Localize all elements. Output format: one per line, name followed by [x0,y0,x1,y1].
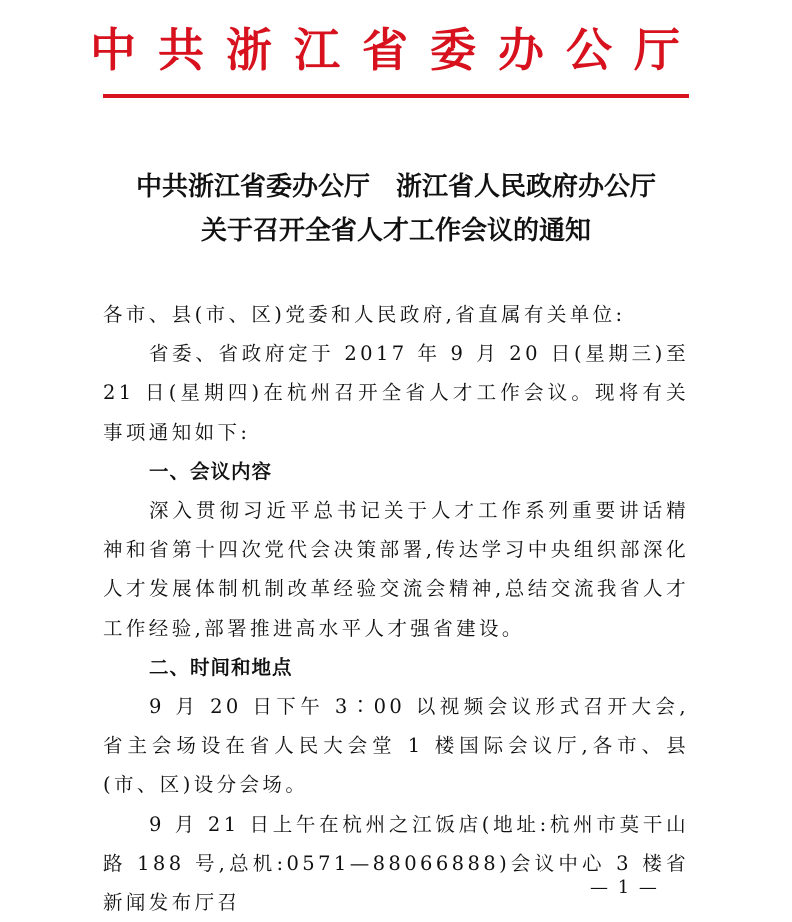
section-2-paragraph-1: 9 月 20 日下午 3∶00 以视频会议形式召开大会,省主会场设在省人民大会堂 1 楼国际会议厅,各市、县(市、区)设分会场。 [103,695,689,797]
title-issuer-party-office: 中共浙江省委办公厅 [135,172,370,202]
section-1-paragraph: 深入贯彻习近平总书记关于人才工作系列重要讲话精神和省第十四次党代会决策部署,传达学习中央组织部深化人才发展体制机制改革经验交流会精神,总结交流我省人才工作经验,部署推进高水平人才强省建设。 [103,499,689,640]
salutation: 各市、县(市、区)党委和人民政府,省直属有关单位: [103,303,626,326]
letterhead-title: 中共浙江省委办公厅 [90,23,702,77]
title-issuer-government-office: 浙江省人民政府办公厅 [396,172,657,202]
notice-title-line-1 [103,170,689,204]
notice-title-line-2: 关于召开全省人才工作会议的通知 [200,216,591,246]
section-1-heading: 一、会议内容 [149,459,273,483]
intro-paragraph: 省委、省政府定于 2017 年 9 月 20 日(星期三)至 21 日(星期四)在杭州召开全省人才工作会议。现将有关事项通知如下: [103,342,689,444]
letterhead-red-divider [103,94,689,98]
section-2-heading: 二、时间和地点 [149,655,293,679]
notice-body [103,295,689,922]
page-number: — 1 — [590,877,659,898]
section-2-paragraph-2: 9 月 21 日上午在杭州之江饭店(地址:杭州市莫干山路 188 号,总机:0571—88066888)会议中心 3 楼省新闻发布厅召 [103,812,689,915]
